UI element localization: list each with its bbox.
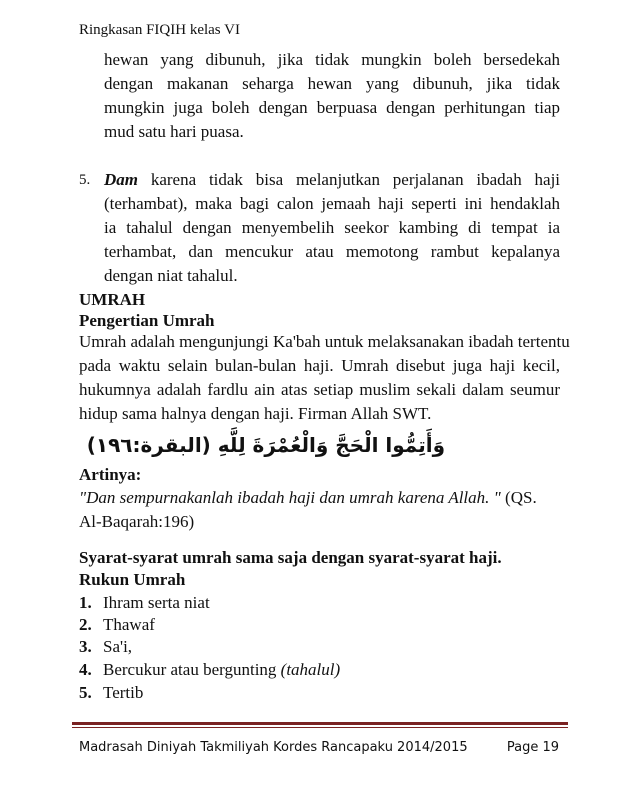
text-line: dengan niat tahalul. bbox=[104, 266, 238, 285]
list-number: 5. bbox=[79, 172, 91, 188]
text-line: mungkin juga boleh dengan berpuasa dengan perhitungan tiap bbox=[104, 98, 560, 117]
footer-institution: Madrasah Diniyah Takmiliyah Kordes Rancapaku 2014/2015 bbox=[79, 740, 468, 755]
list-number: 1. bbox=[79, 593, 92, 612]
text-line: mud satu hari puasa. bbox=[104, 122, 244, 141]
list-item bbox=[79, 659, 340, 681]
text-line: hukumnya adalah fardlu ain atas setiap muslim sekali dalam seumur bbox=[79, 380, 560, 399]
footer-rule-thin bbox=[72, 727, 568, 728]
subheading-pengertian: Pengertian Umrah bbox=[79, 311, 215, 330]
page-number: Page 19 bbox=[506, 740, 559, 755]
translation-text: "Dan sempurnakanlah ibadah haji dan umrah karena Allah. " bbox=[79, 488, 501, 507]
text-line bbox=[104, 168, 560, 192]
arabic-verse: وَأَتِمُّوا الْحَجَّ وَالْعُمْرَةَ لِلَّهِ (البقرة:١٩٦) bbox=[86, 433, 445, 457]
footer-rule bbox=[72, 722, 568, 725]
list-note: (tahalul) bbox=[280, 660, 341, 679]
list-number: 5. bbox=[79, 683, 92, 702]
text-line: pada waktu selain bulan-bulan haji. Umrah disebut juga haji kecil, bbox=[79, 356, 560, 375]
artinya-label: Artinya: bbox=[79, 465, 142, 484]
translation bbox=[79, 486, 560, 534]
rukun-heading: Rukun Umrah bbox=[79, 570, 186, 589]
section-heading-umrah: UMRAH bbox=[79, 290, 146, 309]
list-item bbox=[79, 636, 132, 658]
list-text: Thawaf bbox=[103, 615, 155, 634]
syarat-statement: Syarat-syarat umrah sama saja dengan syarat-syarat haji. bbox=[79, 548, 502, 567]
citation: (QS. Al-Baqarah:196) bbox=[79, 488, 537, 531]
text-line: terhambat, dan mencukur atau memotong rambut kepalanya bbox=[104, 242, 560, 261]
text-line: dengan makanan seharga hewan yang dibunuh, jika tidak bbox=[104, 74, 560, 93]
list-text: Sa'i, bbox=[103, 637, 133, 656]
list-number: 3. bbox=[79, 637, 92, 656]
text-line: ia tahalul dengan menyembelih seekor kambing di tempat ia bbox=[104, 218, 560, 237]
umrah-definition bbox=[79, 330, 570, 426]
list-number: 4. bbox=[79, 660, 92, 679]
text-fragment: karena tidak bisa melanjutkan perjalanan ibadah haji bbox=[150, 170, 561, 189]
list-text: Ihram serta niat bbox=[103, 593, 210, 612]
text-line: (terhambat), maka bagi calon jemaah haji seperti ini hendaklah bbox=[104, 194, 560, 213]
text-line: hewan yang dibunuh, jika tidak mungkin boleh bersedekah bbox=[104, 50, 560, 69]
page-footer bbox=[79, 740, 559, 755]
list-number: 2. bbox=[79, 615, 92, 634]
continuation-text bbox=[104, 48, 560, 144]
term-dam: Dam bbox=[104, 170, 138, 189]
list-text: Bercukur atau bergunting bbox=[103, 660, 281, 679]
list-item bbox=[79, 614, 155, 636]
page-header-title: Ringkasan FIQIH kelas VI bbox=[79, 22, 240, 38]
text-line: Umrah adalah mengunjungi Ka'bah untuk melaksanakan ibadah tertentu bbox=[79, 332, 570, 351]
list-item bbox=[79, 592, 210, 614]
text-line: hidup sama halnya dengan haji. Firman Allah SWT. bbox=[79, 404, 432, 423]
list-item bbox=[79, 682, 143, 704]
list-text: Tertib bbox=[103, 683, 144, 702]
